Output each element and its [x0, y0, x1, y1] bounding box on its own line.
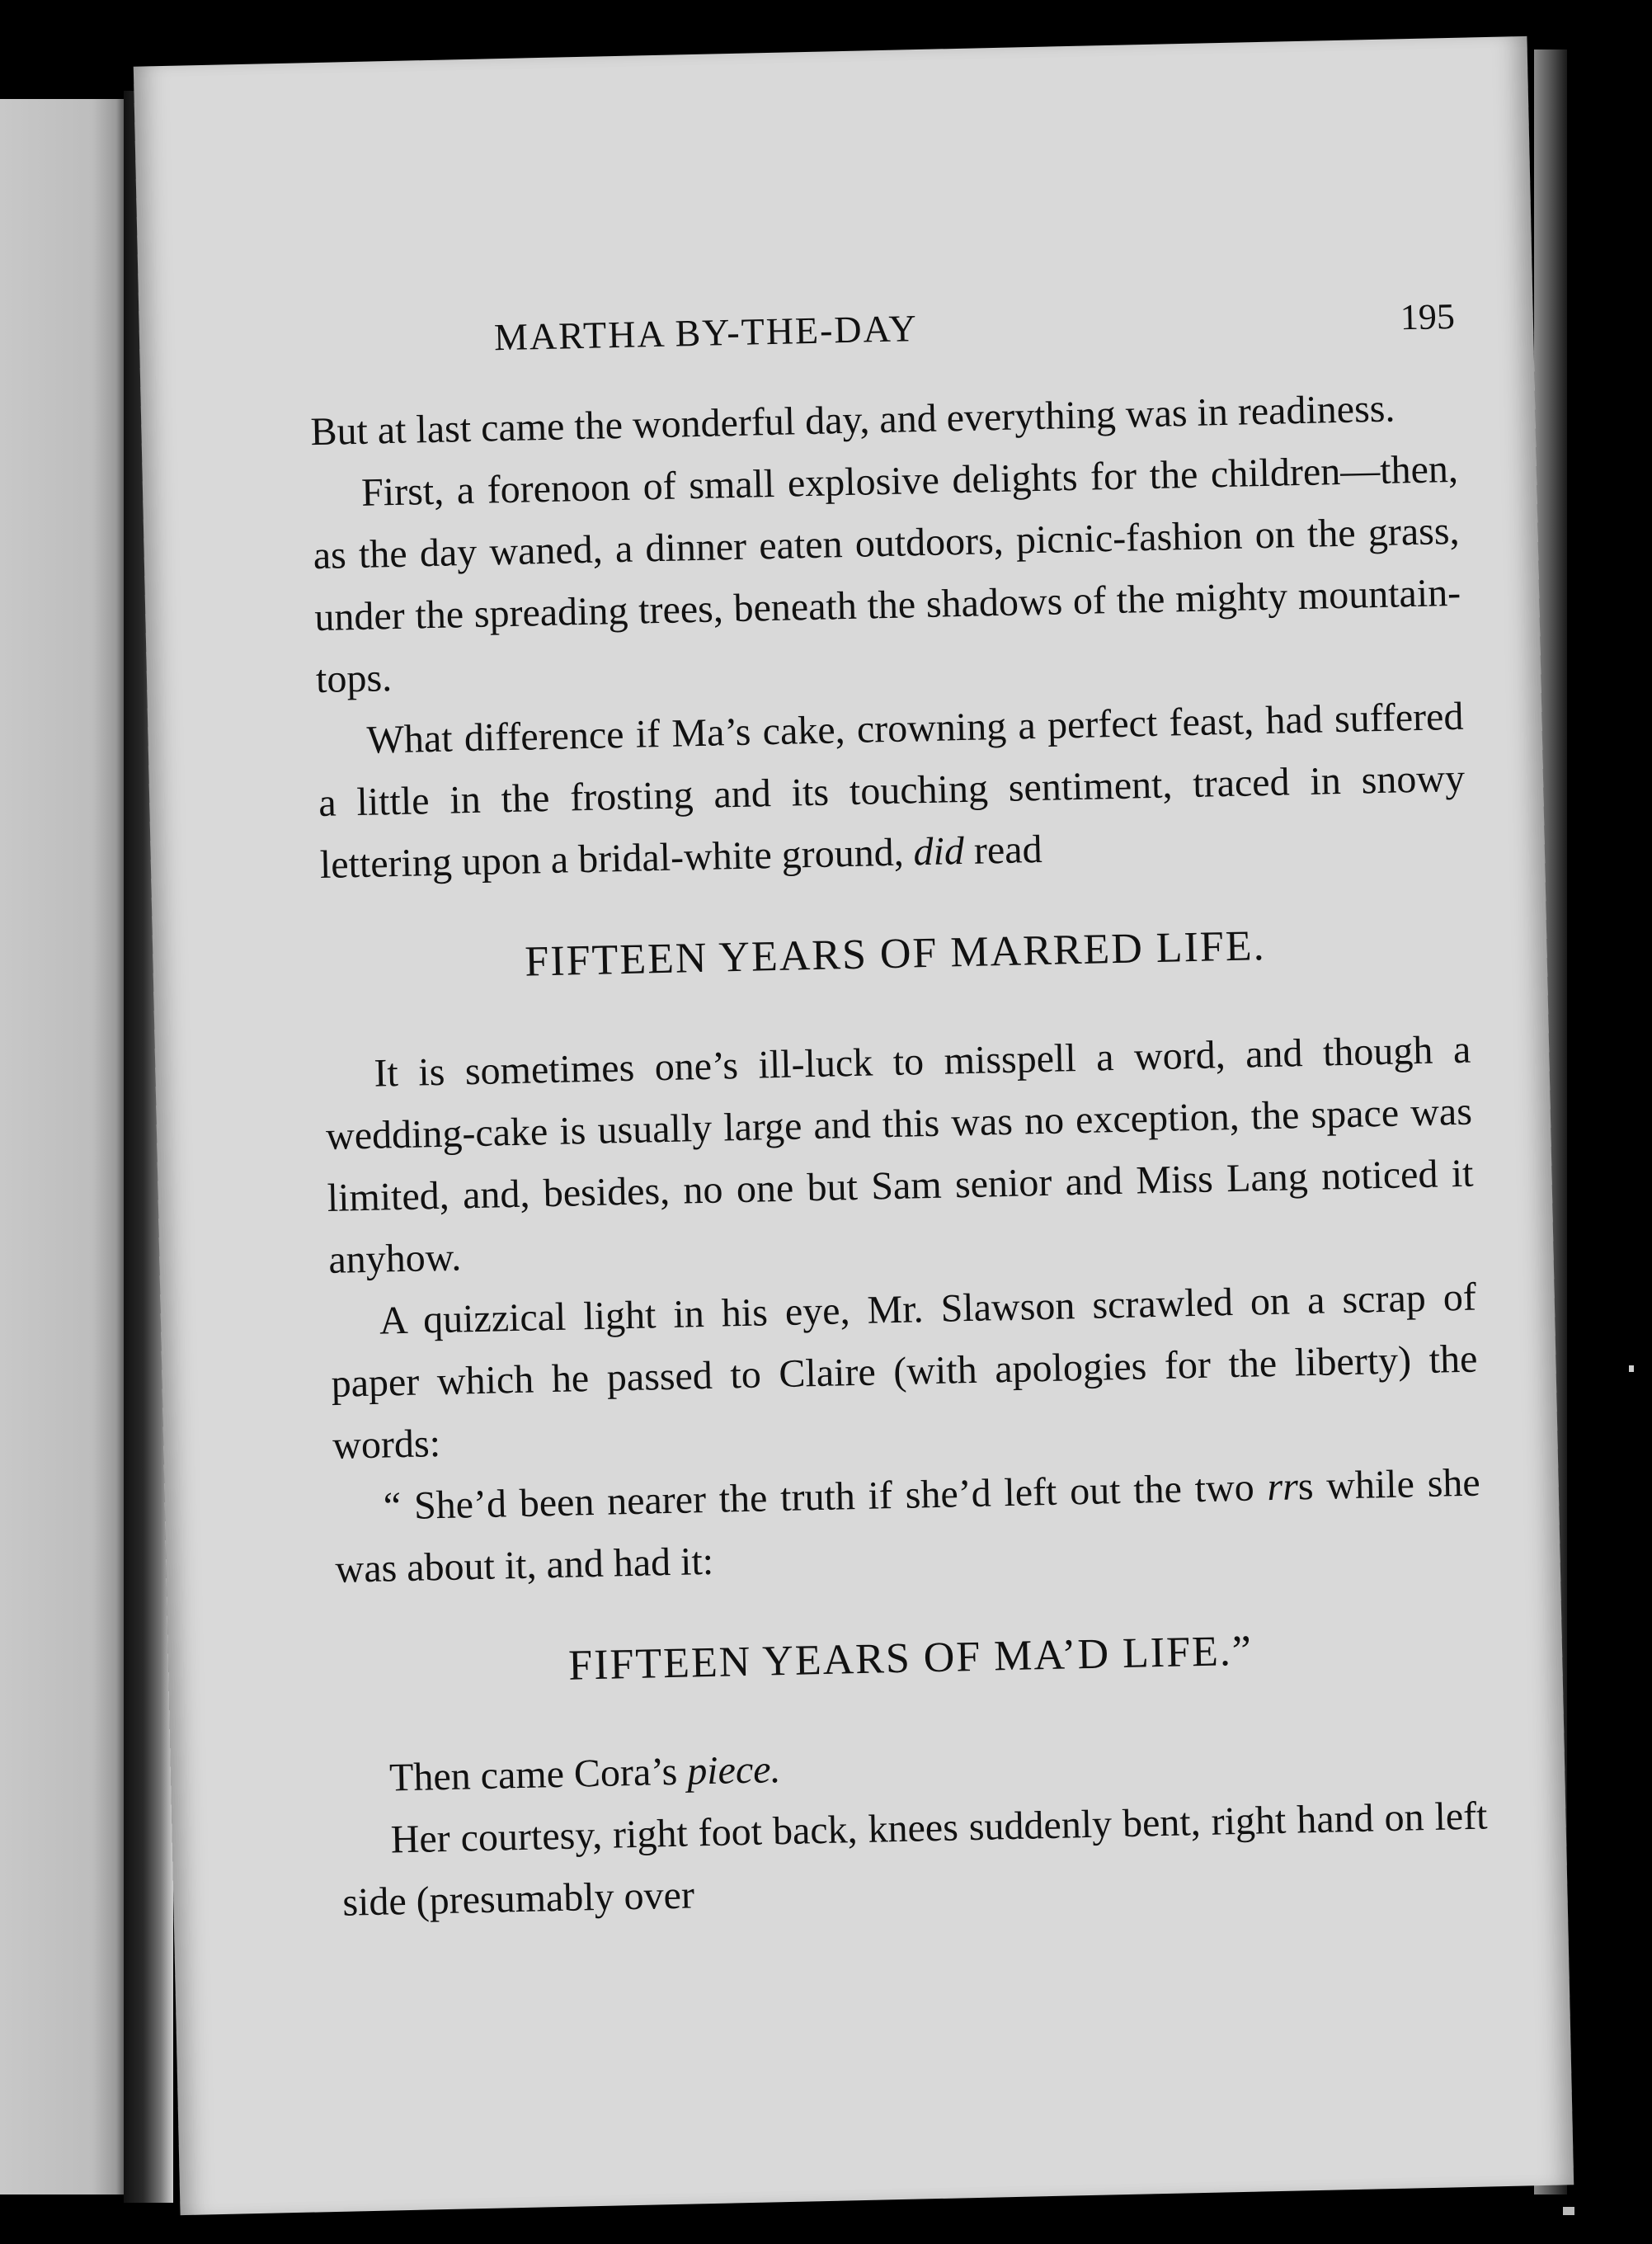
cake-inscription: FIFTEEN YEARS OF MARRED LIFE. — [524, 922, 1267, 986]
paragraph: It is sometimes one’s ill-luck to misspell a word, and though a wedding-cake is usually large and this was no exception, the space was limited, and, besides, no one but Sam senior and Miss Lang noticed it anyhow. — [325, 1027, 1475, 1282]
italic-text: did — [913, 829, 965, 874]
running-head — [308, 285, 1456, 384]
page-text — [308, 285, 1490, 1934]
left-page-edge — [0, 99, 132, 2194]
paragraph: “ She’d been nearer the truth if she’d left out the two rrs while she was about it, and had it: — [335, 1460, 1481, 1591]
paragraph: First, a forenoon of small explosive delights for the children—then, as the day waned, a dinner eaten outdoors, picnic-fashion on the grass, under the spreading trees, beneath the shadows of the mighty mountain-tops. — [313, 446, 1461, 702]
book-page — [134, 36, 1574, 2215]
paragraph: Her courtesy, right foot back, knees suddenly bent, right hand on left side (presumably over — [341, 1794, 1489, 1925]
scan-speck — [1629, 1365, 1634, 1372]
corrected-inscription: FIFTEEN YEARS OF MA’D LIFE.” — [567, 1627, 1254, 1690]
italic-text: rr — [1266, 1464, 1299, 1510]
paragraph: But at last came the wonderful day, and everything was in readiness. — [309, 386, 1395, 455]
paragraph: What difference if Ma’s cake, crowning a perfect feast, had suffered a little in the frosting and its touching sentiment, traced in snowy lettering upon a bridal-white ground, did read — [318, 694, 1466, 888]
page-number: 195 — [1400, 295, 1456, 338]
paragraph: Then came Cora’s piece. — [388, 1747, 782, 1800]
italic-text: piece. — [686, 1747, 782, 1794]
running-title: MARTHA BY-THE-DAY — [493, 307, 919, 359]
scan-speck — [1563, 2207, 1574, 2215]
paragraph: A quizzical light in his eye, Mr. Slawson scrawled on a scrap of paper which he passed to Claire (with apologies for the liberty) the words: — [331, 1275, 1478, 1468]
